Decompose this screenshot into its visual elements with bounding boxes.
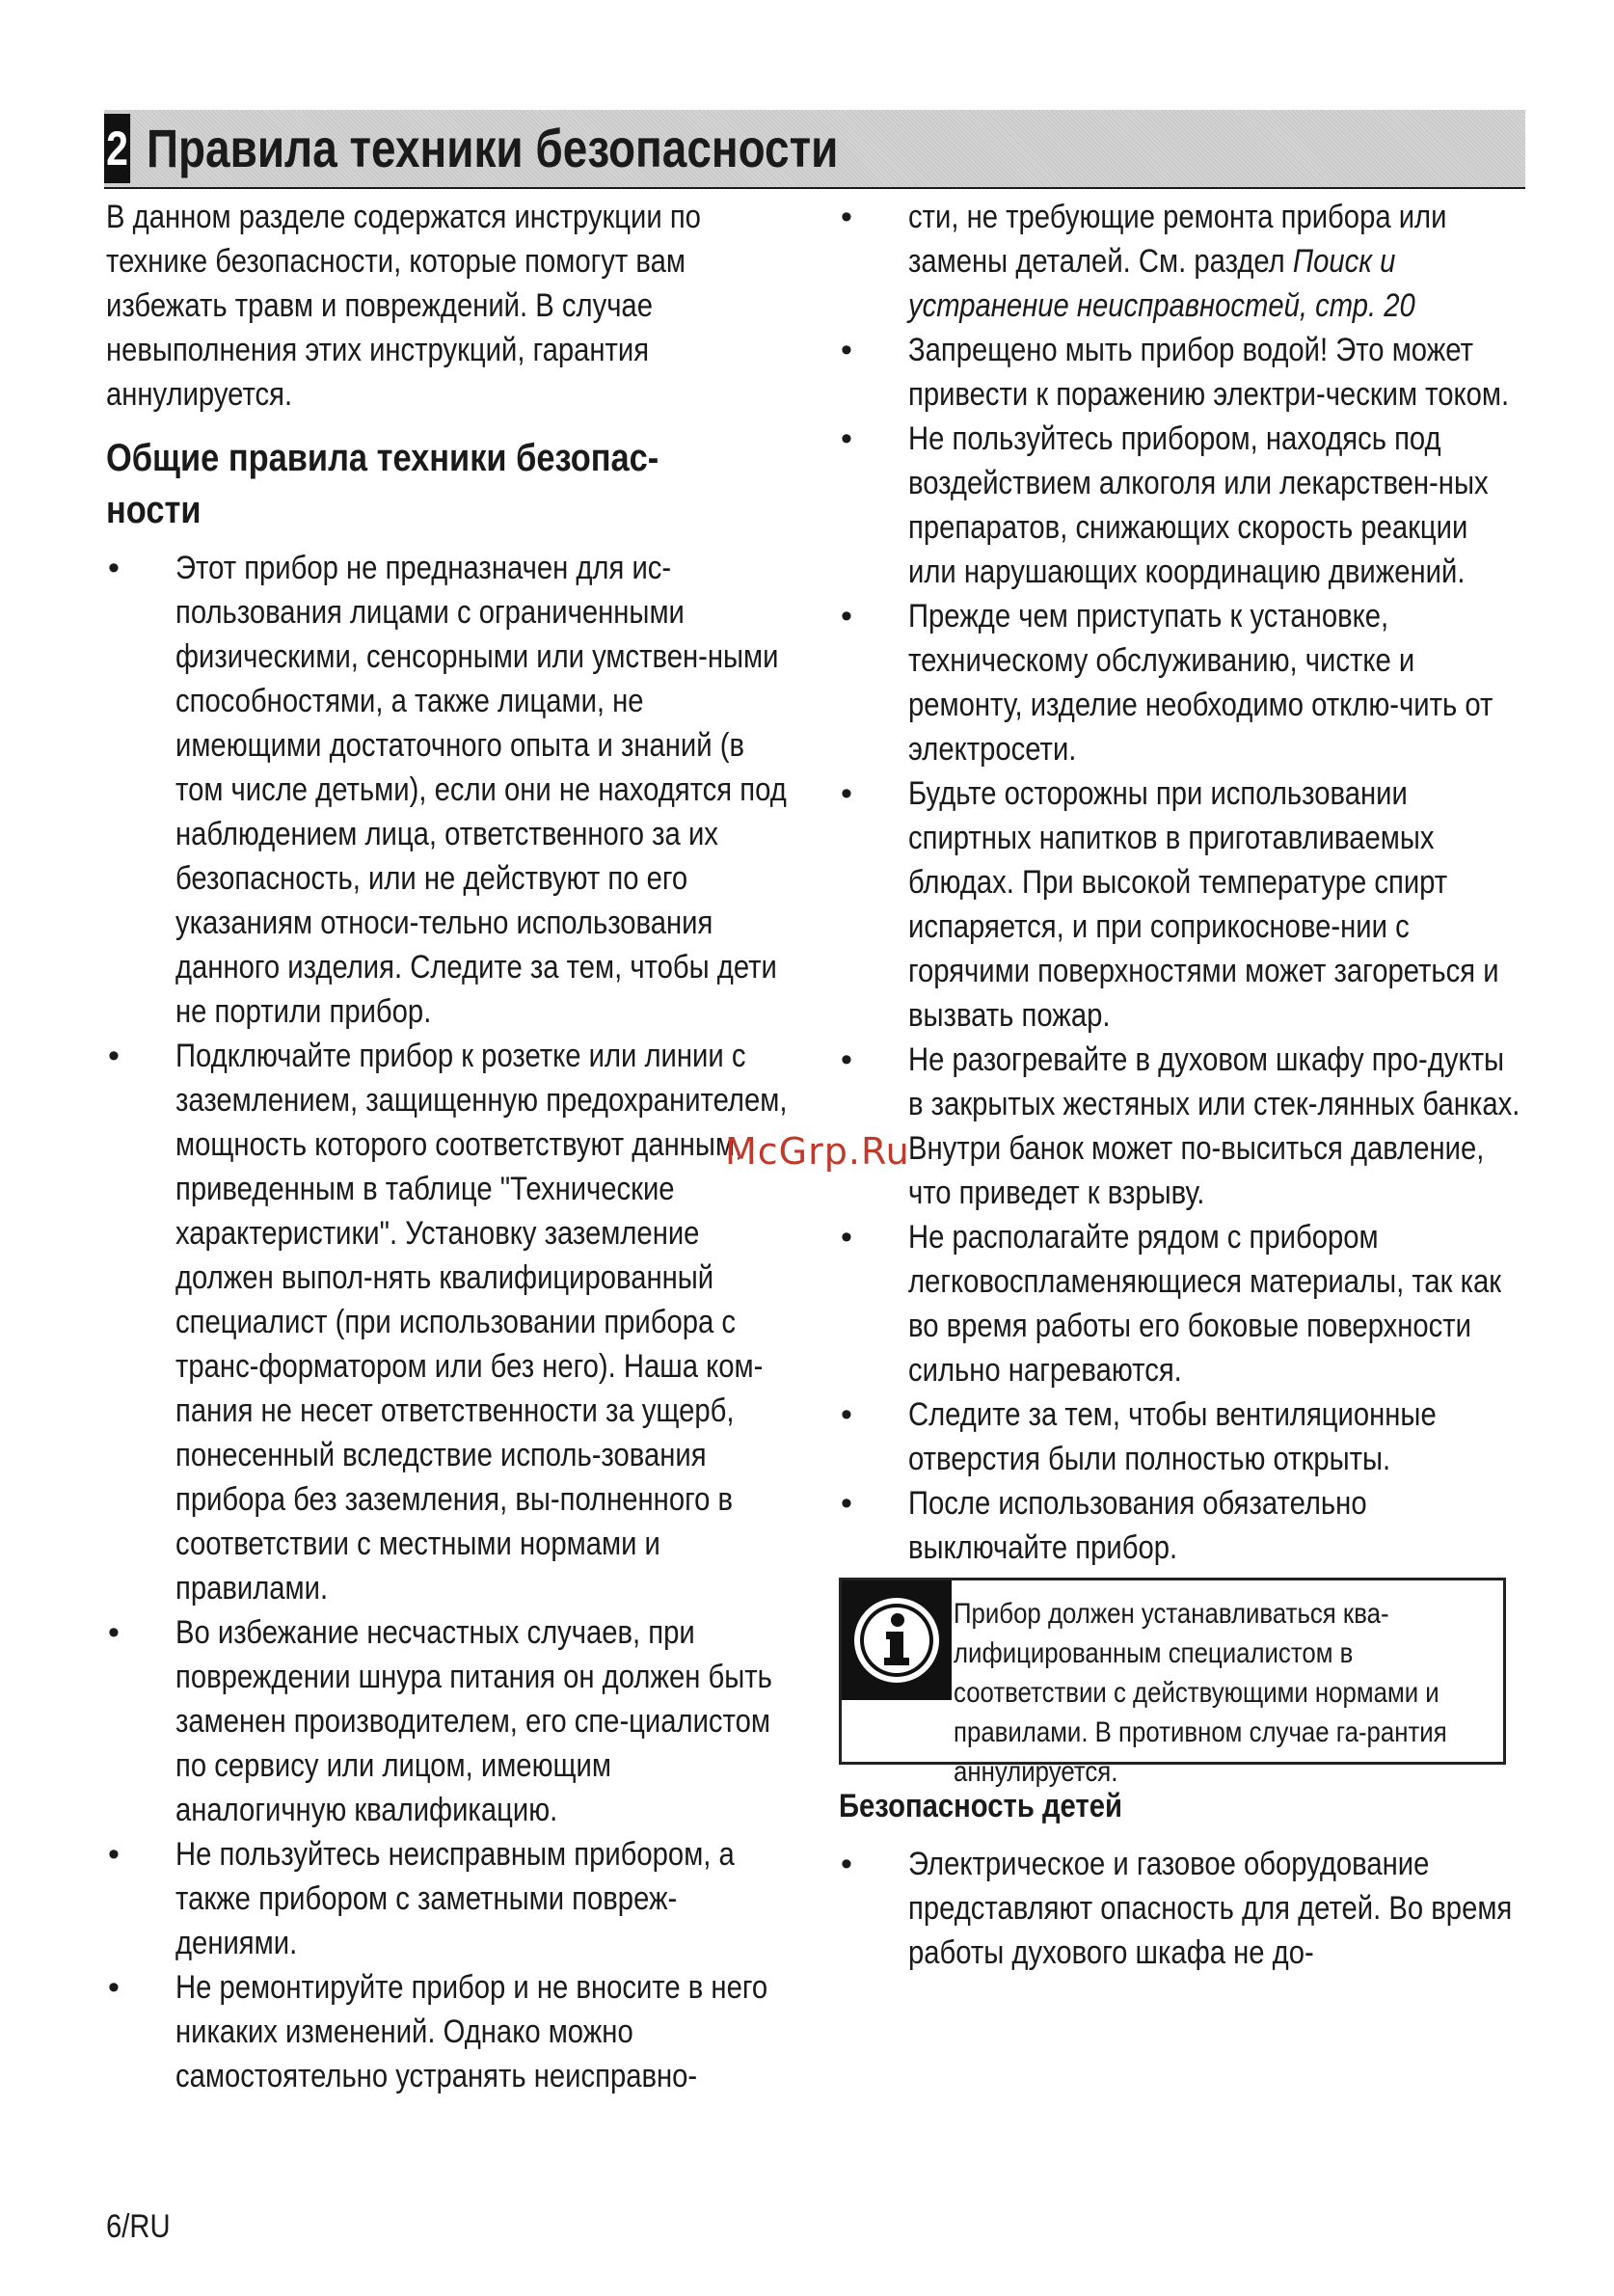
list-item: • Прежде чем приступать к установке, техническому обслуживанию, чистке и ремонту, изделие необходимо отклю-чить от электросети. bbox=[839, 594, 1519, 771]
info-icon bbox=[842, 1580, 952, 1700]
cross-reference-link[interactable]: Поиск и устранение неисправностей, стр. 20 bbox=[908, 243, 1415, 324]
watermark: McGrp.Ru bbox=[725, 1130, 910, 1173]
list-item: • Не пользуйтесь прибором, находясь под воздействием алкоголя или лекарствен-ных препаратов, снижающих скорость реакции или нарушающих координацию движений. bbox=[839, 417, 1519, 594]
list-item: • Электрическое и газовое оборудование представляют опасность для детей. Во время работы духового шкафа не до- bbox=[839, 1842, 1519, 1975]
continuation-text: сти, не требующие ремонта прибора или замены деталей. См. раздел bbox=[908, 199, 1447, 280]
list-item: • После использования обязательно выключайте прибор. bbox=[839, 1481, 1519, 1570]
list-item: • Будьте осторожны при использовании спиртных напитков в приготавливаемых блюдах. При высокой температуре спирт испаряется, и при соприкоснове-нии с горячими поверхностями может загореться и вызвать пожар. bbox=[839, 771, 1519, 1038]
info-note-box bbox=[839, 1578, 1506, 1788]
section-number: 2 bbox=[104, 114, 130, 183]
list-item: • Подключайте прибор к розетке или линии с заземлением, защищенную предохранителем, мощность которого соответствуют данным, приведенным в таблице "Технические характеристики". Установку заземление должен выпол-нять квалифицированный специалист (при использовании прибора с транс-форматором или без него). Наша ком-пания не несет ответственности за ущерб, понесенный вследствие исполь-зования прибора без заземления, вы-полненного в соответствии с местными нормами и правилами. bbox=[106, 1034, 786, 1610]
right-column bbox=[839, 195, 1519, 1975]
section-title: Правила техники безопасности bbox=[147, 118, 839, 178]
child-safety-heading: Безопасность детей bbox=[839, 1788, 1122, 1824]
general-safety-list bbox=[106, 546, 786, 2098]
list-item: • Этот прибор не предназначен для ис-пользования лицами с ограниченными физическими, сенсорными или умствен-ными способностями, а также лицами, не имеющими достаточного опыта и знаний (в том числе детьми), если они не находятся под наблюдением лица, ответственного за их безопасность, или не действуют по его указаниям относи-тельно использования данного изделия. Следите за тем, чтобы дети не портили прибор. bbox=[106, 546, 786, 1034]
section-header bbox=[104, 110, 1525, 189]
list-item: • Не разогревайте в духовом шкафу про-дукты в закрытых жестяных или стек-лянных банках. Внутри банок может по-выситься давление, что приведет к взрыву. bbox=[839, 1038, 1519, 1215]
list-item: • Запрещено мыть прибор водой! Это может привести к поражению электри-ческим током. bbox=[839, 328, 1519, 417]
list-item: • Не располагайте рядом с прибором легковоспламеняющиеся материалы, так как во время работы его боковые поверхности сильно нагреваются. bbox=[839, 1215, 1519, 1392]
list-item: • Не пользуйтесь неисправным прибором, а также прибором с заметными повреж-дениями. bbox=[106, 1832, 786, 1965]
list-item: • Во избежание несчастных случаев, при повреждении шнура питания он должен быть заменен производителем, его спе-циалистом по сервису или лицом, имеющим аналогичную квалификацию. bbox=[106, 1610, 786, 1832]
continuation-item bbox=[839, 195, 1519, 328]
general-safety-list-continued bbox=[839, 328, 1519, 1570]
list-item: • Не ремонтируйте прибор и не вносите в него никаких изменений. Однако можно самостоятельно устранять неисправно- bbox=[106, 1965, 786, 2098]
info-note-text: Прибор должен устанавливаться ква-лифицированным специалистом в соответствии с действующими нормами и правилами. В противном случае га-рантия аннулируется. bbox=[954, 1598, 1447, 1788]
page-number: 6/RU bbox=[106, 2208, 171, 2245]
list-item: • Следите за тем, чтобы вентиляционные отверстия были полностью открыты. bbox=[839, 1392, 1519, 1481]
left-column bbox=[106, 195, 786, 2098]
intro-paragraph: В данном разделе содержатся инструкции по технике безопасности, которые помогут вам избежать травм и повреждений. В случае невыполнения этих инструкций, гарантия аннулируется. bbox=[106, 199, 701, 413]
general-safety-heading: Общие правила техники безопас-ности bbox=[106, 437, 659, 531]
child-safety-list bbox=[839, 1842, 1519, 1975]
